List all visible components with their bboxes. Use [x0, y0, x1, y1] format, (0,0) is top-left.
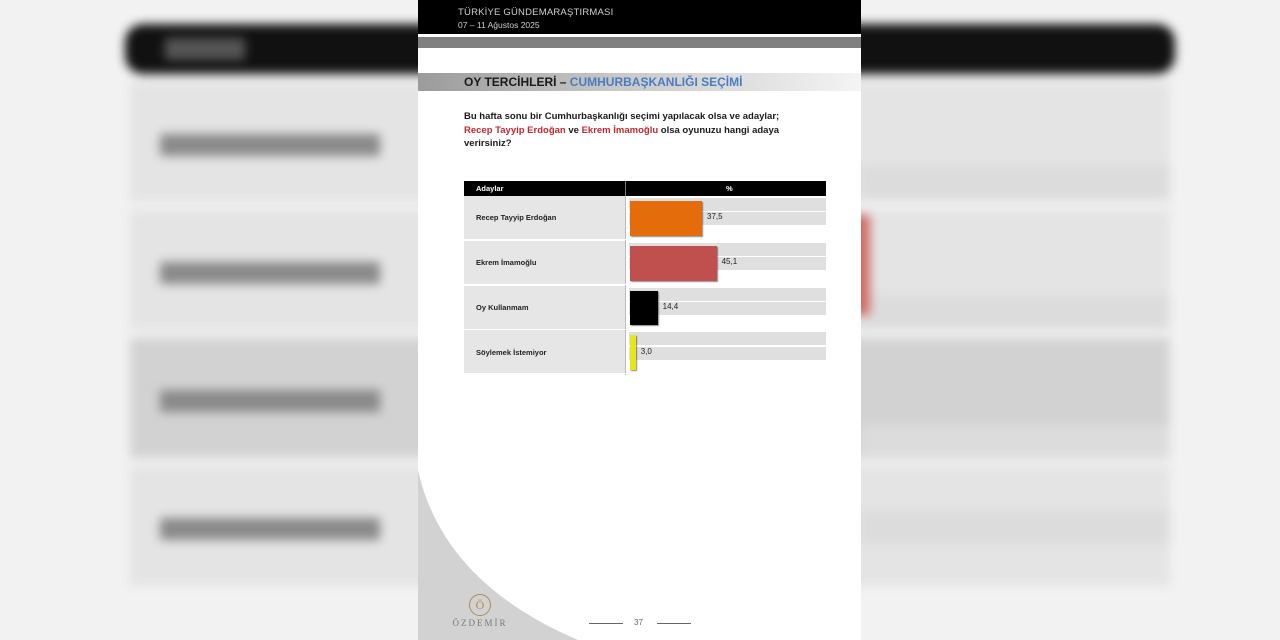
- section-title-highlight: CUMHURBAŞKANLIĞI SEÇİMİ: [569, 75, 743, 89]
- candidate-erdogan-text: Recep Tayyip Erdoğan: [464, 124, 566, 136]
- page-header-bar: [418, 0, 861, 34]
- category-cell: [464, 241, 625, 285]
- header-divider-bar: [418, 37, 861, 48]
- bar-1: [630, 201, 702, 236]
- chart-row: [464, 241, 826, 285]
- page-number-line-left: [589, 623, 623, 624]
- bar-4: [630, 335, 636, 370]
- chart-row: [464, 330, 826, 374]
- data-label: 3,0: [640, 346, 652, 356]
- logo-mark-icon: Ö: [469, 594, 491, 616]
- page-number: 37: [634, 618, 643, 627]
- survey-name: TÜRKİYE GÜNDEMARAŞTIRMASI: [458, 7, 614, 18]
- page-number-line-right: [657, 623, 691, 624]
- survey-date-range: 07 – 11 Ağustos 2025: [458, 20, 540, 30]
- bar-2: [630, 246, 717, 281]
- value-column-header: %: [726, 184, 733, 193]
- bar-track: [629, 347, 826, 360]
- category-label: Söylemek İstemiyor: [476, 347, 547, 357]
- bar-3: [630, 291, 658, 326]
- category-label: Recep Tayyip Erdoğan: [476, 213, 557, 223]
- data-label: 14,4: [662, 301, 679, 311]
- bar-track: [629, 302, 826, 315]
- data-label: 37,5: [707, 212, 723, 222]
- candidate-imamoglu-text: Ekrem İmamoğlu: [581, 124, 659, 136]
- bar-track: [629, 332, 826, 345]
- chart-row: [464, 286, 826, 330]
- logo-text: ÖZDEMİR: [452, 618, 508, 628]
- data-label: 45,1: [721, 257, 738, 267]
- section-title: OY TERCİHLERİ – CUMHURBAŞKANLIĞI SEÇİMİ: [464, 75, 743, 89]
- table-header: [464, 181, 826, 196]
- category-column-header: Adaylar: [476, 184, 504, 193]
- results-bar-chart: [464, 181, 826, 375]
- category-label: Ekrem İmamoğlu: [476, 258, 537, 268]
- category-cell: [464, 330, 625, 374]
- category-cell: [464, 196, 625, 240]
- category-cell: [464, 286, 625, 330]
- category-label: Oy Kullanmam: [476, 302, 529, 312]
- report-page: [418, 0, 861, 640]
- survey-question: Bu hafta sonu bir Cumhurbaşkanlığı seçimi yapılacak olsa ve adaylar; Recep Tayyip Erdoğan ve Ekrem İmamoğlu olsa oyunuzu hangi adaya verirsiniz?: [464, 111, 780, 149]
- bar-track: [629, 288, 826, 301]
- chart-row: [464, 196, 826, 240]
